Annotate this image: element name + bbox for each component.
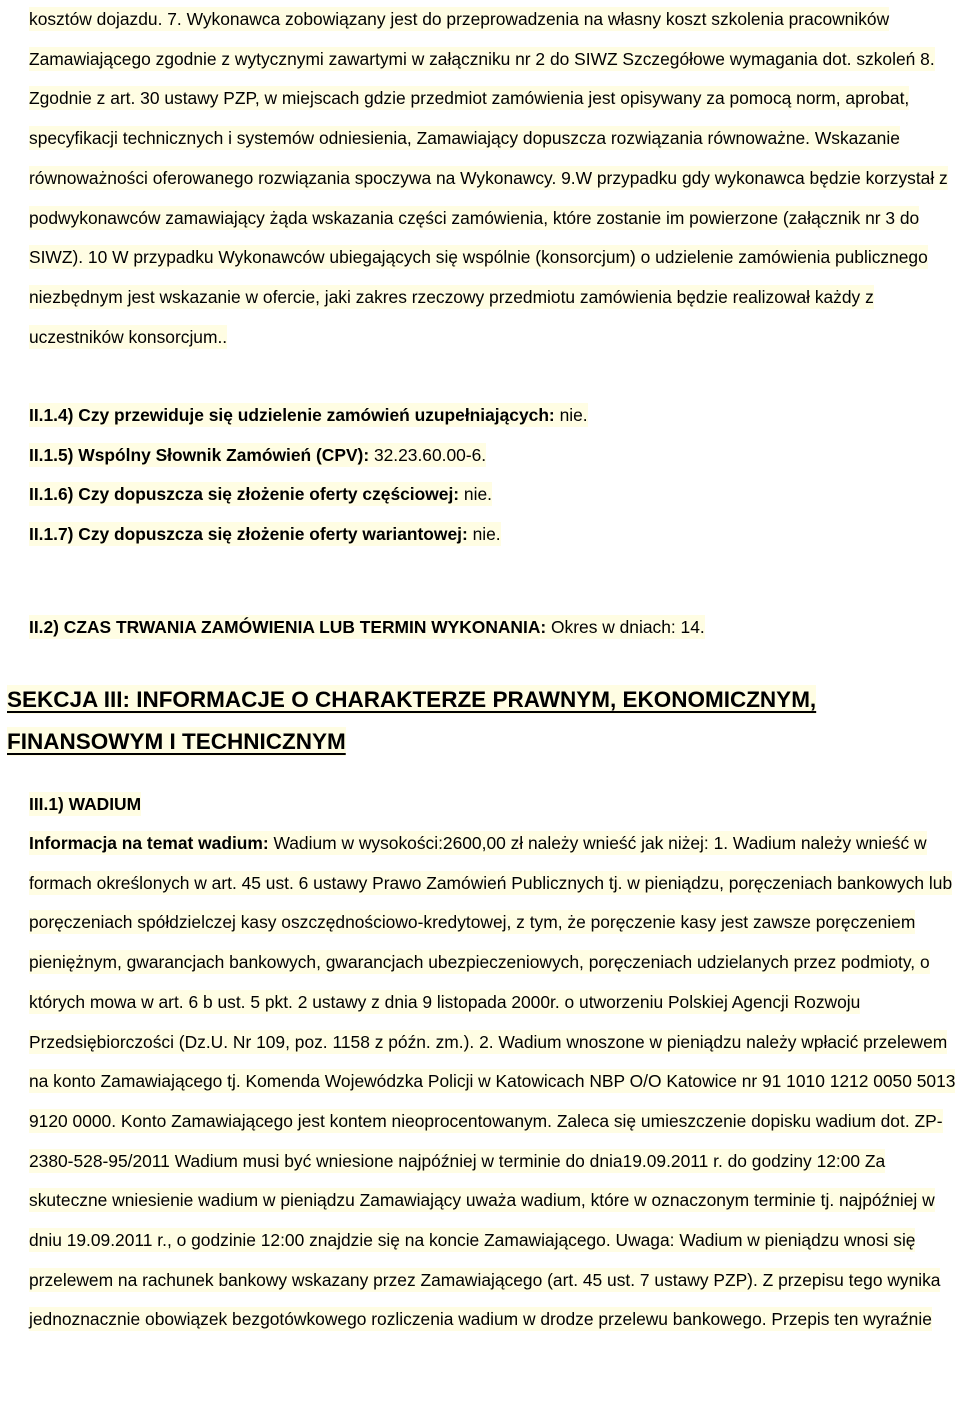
item-iii-1-heading xyxy=(29,785,957,825)
item-ii-1-4-value: nie. xyxy=(554,405,588,425)
item-ii-1-7-value: nie. xyxy=(467,524,501,544)
item-ii-2-label: II.2) CZAS TRWANIA ZAMÓWIENIA LUB TERMIN WYKONANIA: xyxy=(29,617,547,637)
paragraph-requirements xyxy=(29,0,957,357)
wadium-text: Wadium w wysokości:2600,00 zł należy wnieść jak niżej: 1. Wadium należy wnieść w formach określonych w art. 45 ust. 6 ustawy Prawo Zamówień Publicznych tj. w pieniądzu, poręczeniach bankowych lub poręczeniach spółdzielczej kasy oszczędnościowo-kredytowej, z tym, że poręczenie kasy jest zawsze poręczeniem pieniężnym, gwarancjach bankowych, gwarancjach ubezpieczeniowych, poręczeniach udzielanych przez podmioty, o których mowa w art. 6 b ust. 5 pkt. 2 ustawy z dnia 9 listopada 2000r. o utworzeniu Polskiej Agencji Rozwoju Przedsiębiorczości (Dz.U. Nr 109, poz. 1158 z późn. zm.). 2. Wadium wnoszone w pieniądzu należy wpłacić przelewem na konto Zamawiającego tj. Komenda Wojewódzka Policji w Katowicach NBP O/O Katowice nr 91 1010 1212 0050 5013 9120 0000. Konto Zamawiającego jest kontem nieoprocentowanym. Zaleca się umieszczenie dopisku wadium dot. ZP-2380-528-95/2011 Wadium musi być wniesione najpóźniej w terminie do dnia19.09.2011 r. do godziny 12:00 Za skuteczne wniesienie wadium w pieniądzu Zamawiający uważa wadium, które w oznaczonym terminie tj. najpóźniej w dniu 19.09.2011 r., o godzinie 12:00 znajdzie się na koncie Zamawiającego. Uwaga: Wadium w pieniądzu wnosi się przelewem na rachunek bankowy wskazany przez Zamawiającego (art. 45 ust. 7 ustawy PZP). Z przepisu tego wynika jednoznacznie obowiązek bezgotówkowego rozliczenia wadium w drodze przelewu bankowego. Przepis ten wyraźnie xyxy=(29,833,956,1330)
item-ii-2 xyxy=(29,608,957,648)
item-ii-1-5-label: II.1.5) Wspólny Słownik Zamówień (CPV): xyxy=(29,445,370,465)
item-ii-1-6-value: nie. xyxy=(459,484,492,504)
item-ii-1-6-label: II.1.6) Czy dopuszcza się złożenie oferty częściowej: xyxy=(29,484,460,504)
paragraph-requirements-text: kosztów dojazdu. 7. Wykonawca zobowiązany jest do przeprowadzenia na własny koszt szkolenia pracowników Zamawiającego zgodnie z wytycznymi zawartymi w załączniku nr 2 do SIWZ Szczegółowe wymagania dot. szkoleń 8. Zgodnie z art. 30 ustawy PZP, w miejscach gdzie przedmiot zamówienia jest opisywany za pomocą norm, aprobat, specyfikacji technicznych i systemów odniesienia, Zamawiający dopuszcza rozwiązania równoważne. Wskazanie równoważności oferowanego rozwiązania spoczywa na Wykonawcy. 9.W przypadku gdy wykonawca będzie korzystał z podwykonawców zamawiający żąda wskazania części zamówienia, które zostanie im powierzone (załącznik nr 3 do SIWZ). 10 W przypadku Wykonawców ubiegających się wspólnie (konsorcjum) o udzielenie zamówienia publicznego niezbędnym jest wskazanie w ofercie, jaki zakres rzeczowy przedmiotu zamówienia będzie realizował każdy z uczestników konsorcjum.. xyxy=(29,9,948,347)
section-3-heading xyxy=(7,679,947,762)
item-ii-1-6 xyxy=(29,475,957,515)
item-ii-1-4-label: II.1.4) Czy przewiduje się udzielenie zamówień uzupełniających: xyxy=(29,405,555,425)
wadium-label: Informacja na temat wadium: xyxy=(29,833,269,853)
item-ii-1-7-label: II.1.7) Czy dopuszcza się złożenie oferty wariantowej: xyxy=(29,524,468,544)
item-ii-1-7 xyxy=(29,515,957,555)
item-ii-1-5 xyxy=(29,436,957,476)
item-iii-1-heading-text: III.1) WADIUM xyxy=(29,794,142,814)
item-ii-1-5-value: 32.23.60.00-6. xyxy=(369,445,487,465)
item-ii-2-value: Okres w dniach: 14. xyxy=(546,617,705,637)
item-ii-1-4 xyxy=(29,396,957,436)
section-3-heading-text: SEKCJA III: INFORMACJE O CHARAKTERZE PRAWNYM, EKONOMICZNYM, FINANSOWYM I TECHNICZNYM xyxy=(7,687,817,754)
paragraph-wadium xyxy=(29,824,957,1340)
